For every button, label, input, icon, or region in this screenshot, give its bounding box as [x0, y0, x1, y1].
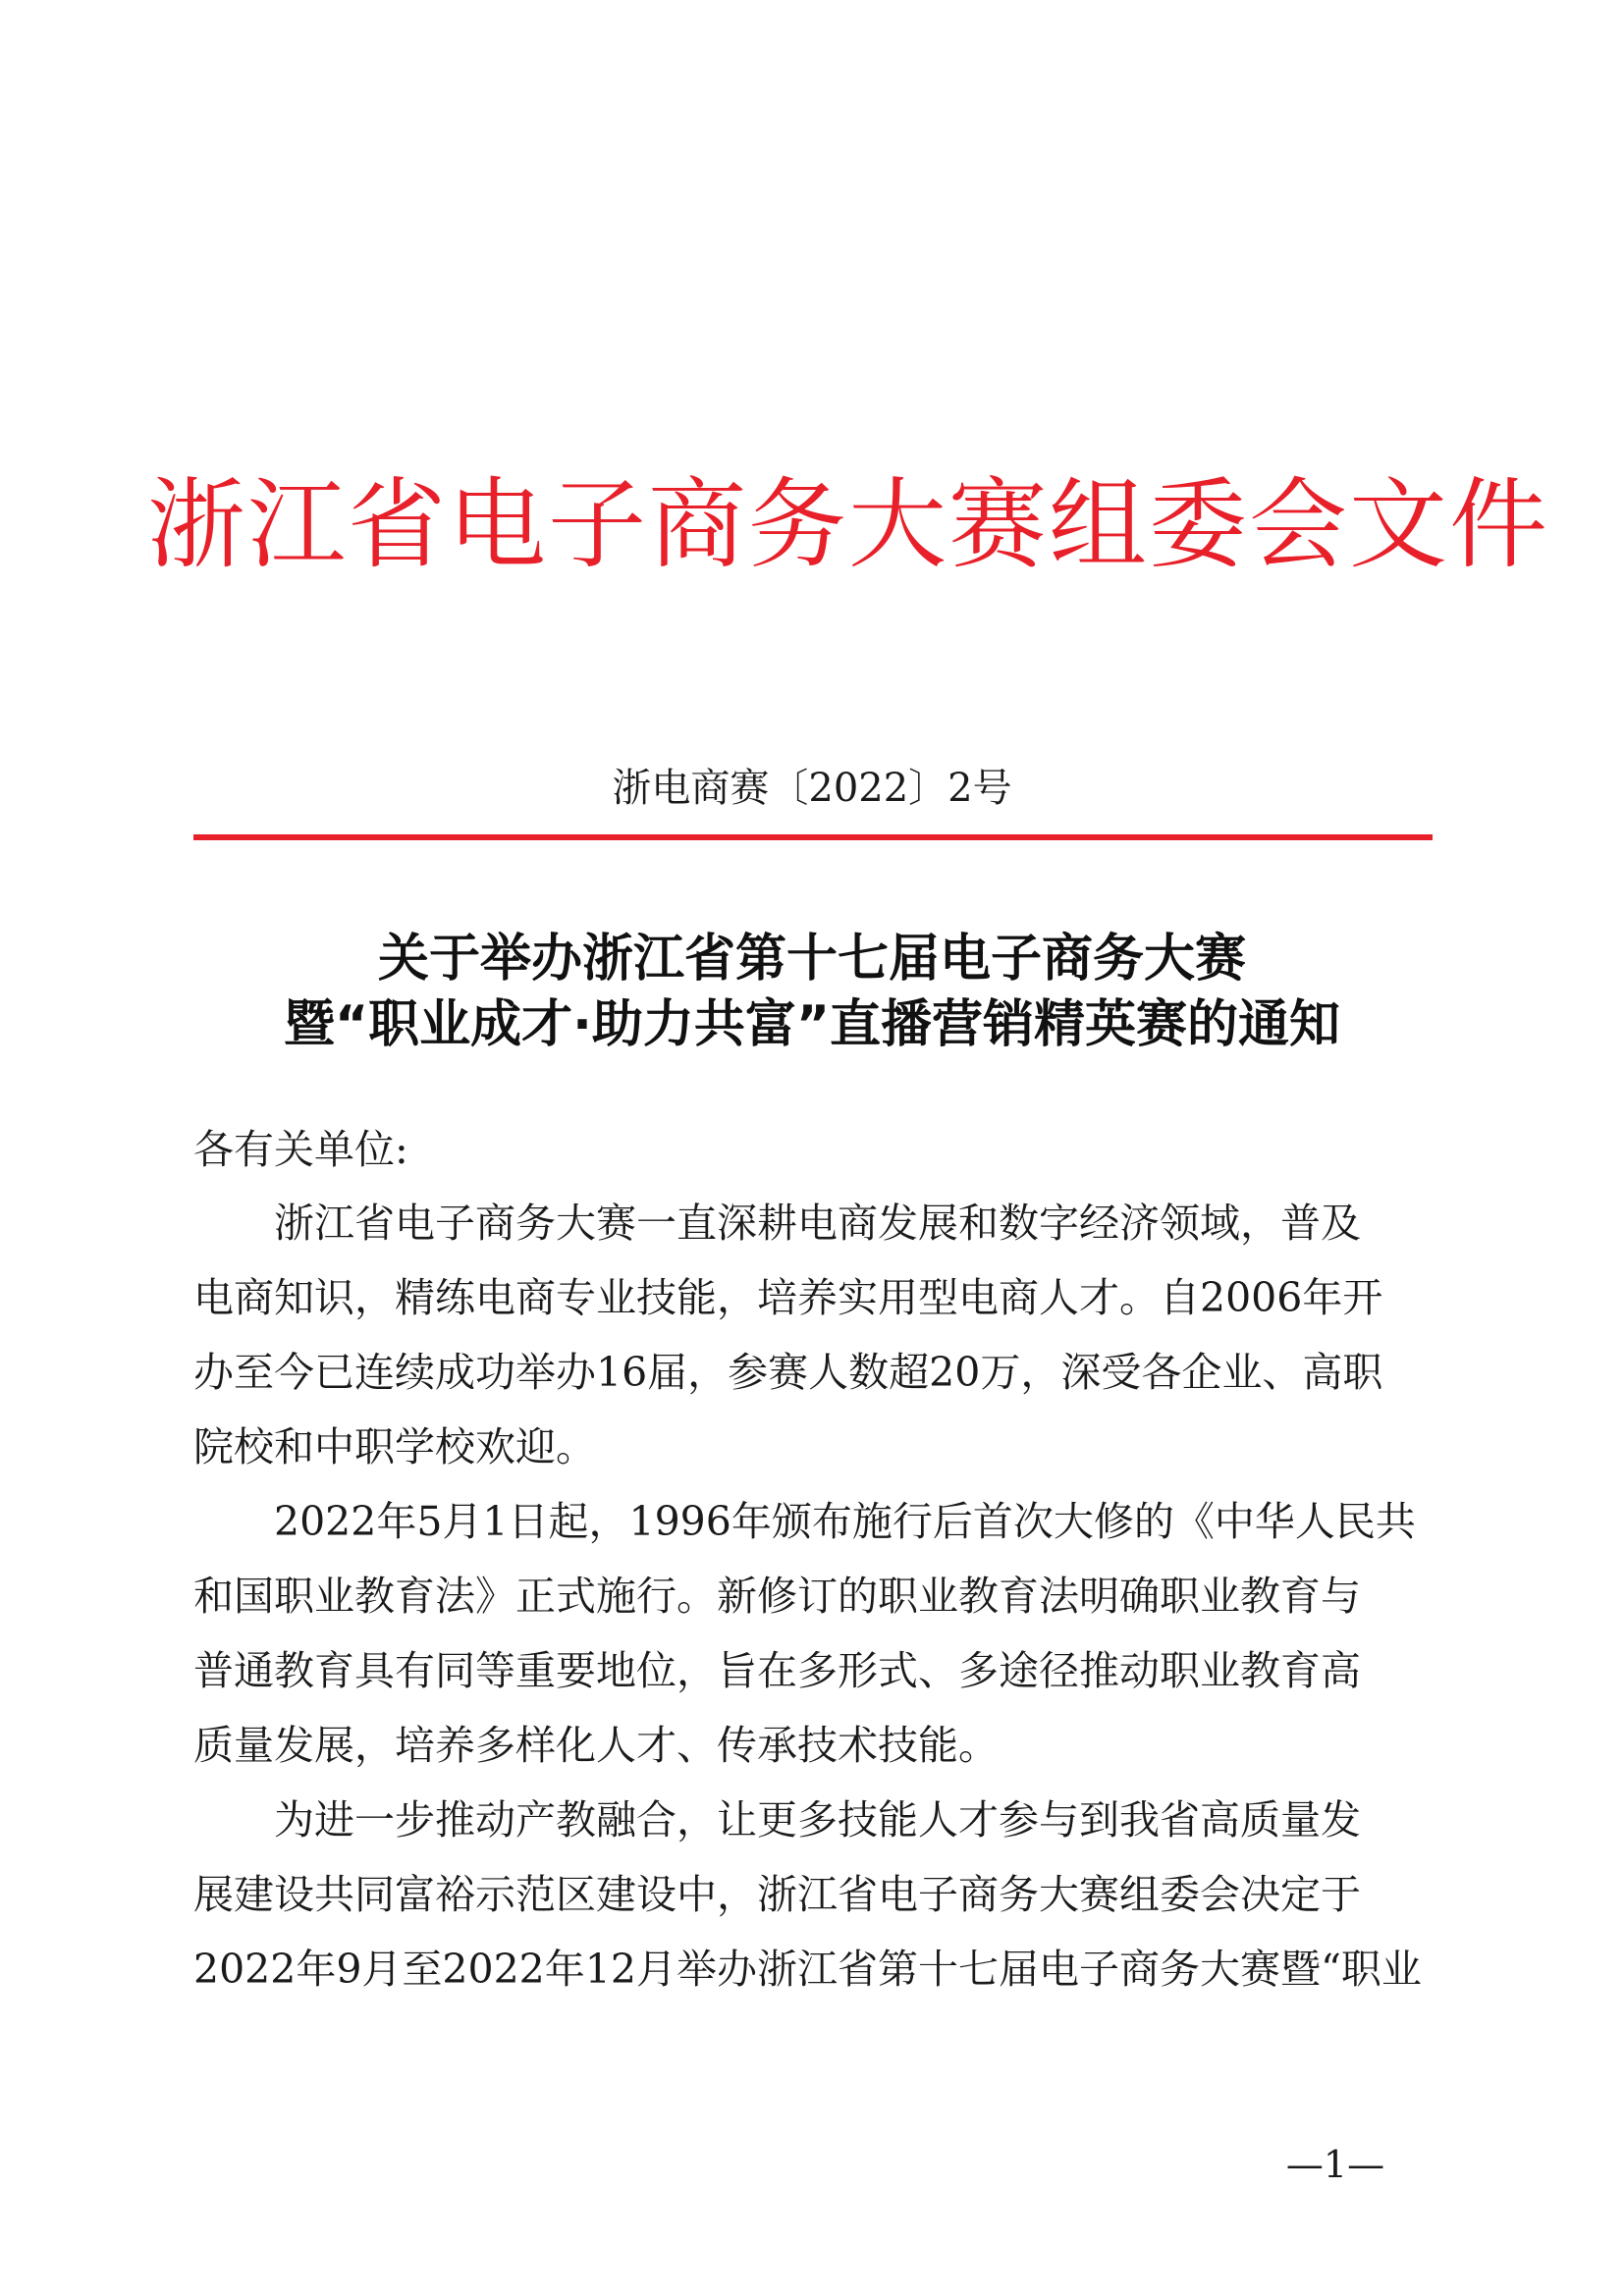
- body-line: 2022年5月1日起，1996年颁布施行后首次大修的《中华人民共: [193, 1498, 1416, 1545]
- body-line: 质量发展，培养多样化人才、传承技术技能。: [193, 1722, 999, 1769]
- document-number: 浙电商赛〔2022〕2号: [612, 766, 1012, 811]
- page-number: —1—: [1285, 2143, 1385, 2186]
- body-line: 普通教育具有同等重要地位，旨在多形式、多途径推动职业教育高: [193, 1647, 1361, 1694]
- body-line: 2022年9月至2022年12月举办浙江省第十七届电子商务大赛暨“职业: [193, 1946, 1422, 1993]
- body-line: 和国职业教育法》正式施行。新修订的职业教育法明确职业教育与: [193, 1573, 1361, 1620]
- red-divider-line: [193, 834, 1433, 840]
- body-line: 为进一步推动产教融合，让更多技能人才参与到我省高质量发: [193, 1796, 1361, 1843]
- body-line: 展建设共同富裕示范区建设中，浙江省电子商务大赛组委会决定于: [193, 1871, 1361, 1918]
- document-masthead: 浙江省电子商务大赛组委会文件: [147, 467, 1549, 582]
- body-line: 院校和中职学校欢迎。: [193, 1423, 596, 1470]
- body-line: 浙江省电子商务大赛一直深耕电商发展和数字经济领域，普及: [193, 1200, 1361, 1247]
- salutation: 各有关单位:: [193, 1126, 408, 1173]
- body-line: 电商知识，精练电商专业技能，培养实用型电商人才。自2006年开: [193, 1274, 1383, 1321]
- body-line: 办至今已连续成功举办16届，参赛人数超20万，深受各企业、高职: [193, 1349, 1383, 1396]
- notice-title-line-2: 暨“职业成才·助力共富”直播营销精英赛的通知: [283, 995, 1341, 1054]
- notice-title-line-1: 关于举办浙江省第十七届电子商务大赛: [377, 930, 1246, 988]
